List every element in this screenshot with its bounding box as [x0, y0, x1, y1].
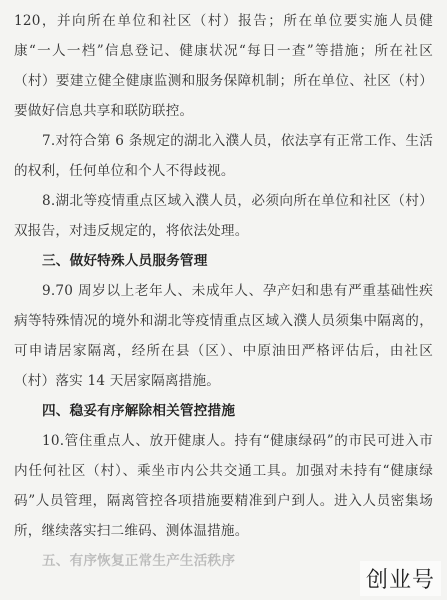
paragraph-item-9: 9.70 周岁以上老年人、未成年人、孕产妇和患有严重基础性疾病等特殊情况的境外和湖北等疫情重点区域入濮人员须集中隔离的，可申请居家隔离，经所在县（区）、中原油田严格评估后，由社区（村）落实 14 天居家隔离措施。 [14, 283, 433, 389]
paragraph-item-10: 10.管住重点人、放开健康人。持有“健康绿码”的市民可进入市内任何社区（村）、乘坐市内公共交通工具。加强对未持有“健康绿码”人员管理，隔离管控各项措施要精准到户到人。进入人员密集场所，继续落实扫二维码、测体温措施。 [14, 433, 433, 539]
section-heading-4: 四、稳妥有序解除相关管控措施 [42, 403, 236, 419]
paragraph-item-8: 8.湖北等疫情重点区域入濮人员，必须向所在单位和社区（村）双报告，对违反规定的，将依法处理。 [14, 193, 433, 239]
section-heading-5: 五、有序恢复正常生产生活秩序 [42, 553, 236, 569]
section-heading-3: 三、做好特殊人员服务管理 [42, 253, 208, 269]
watermark-label: 创业号 [360, 561, 441, 596]
paragraph-item-7: 7.对符合第 6 条规定的湖北入濮人员，依法享有正常工作、生活的权利，任何单位和个人不得歧视。 [14, 133, 433, 179]
paragraph-continued: 120，并向所在单位和社区（村）报告；所在单位要实施人员健康“一人一档”信息登记、健康状况“每日一查”等措施；所在社区（村）要建立健全健康监测和服务保障机制；所在单位、社区（村）要做好信息共享和联防联控。 [14, 13, 433, 119]
